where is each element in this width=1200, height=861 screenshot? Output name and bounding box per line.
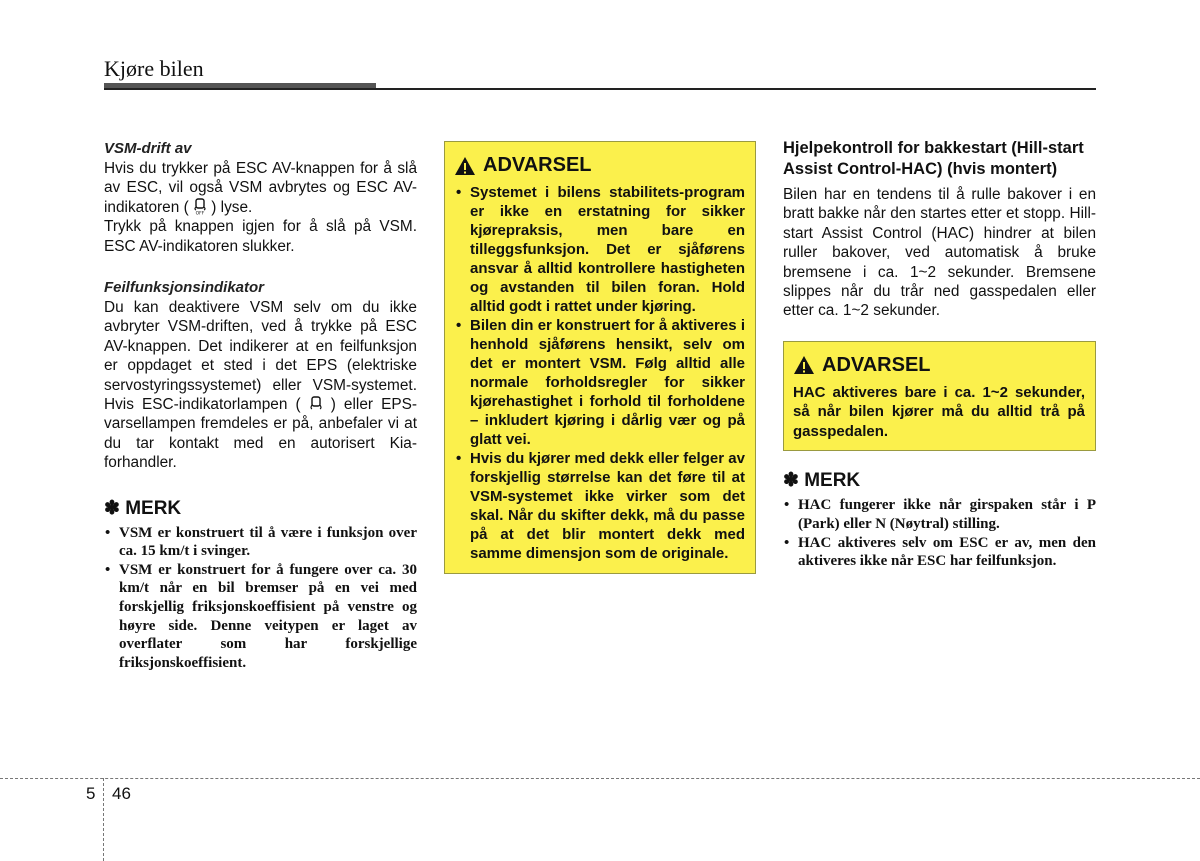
footer-vertical-divider <box>103 778 104 861</box>
header-rule <box>104 88 1096 90</box>
note-item: • VSM er konstruert for å fungere over ca. 30 km/t når en bil bremser på en vei med forskjellig friksjonskoeffisient på venstre og høyre side. Denne veitypen er laget av overflater som har forskjellige friksjonskoeffisient. <box>104 561 417 673</box>
note-heading: ✽ MERK <box>104 497 182 519</box>
hac-warning-title: ADVARSEL <box>822 353 931 376</box>
note-list <box>104 524 417 673</box>
warning-triangle-icon <box>793 355 815 375</box>
esc-indicator-icon <box>309 395 323 412</box>
vsm-off-paragraph <box>104 159 417 217</box>
middle-column <box>444 141 756 574</box>
warning-list <box>454 183 745 563</box>
malfunction-heading: Feilfunksjonsindikator <box>104 279 265 297</box>
note-item: • HAC aktiveres selv om ESC er av, men den aktiveres ikke når ESC har feilfunksjon. <box>783 534 1096 571</box>
vsm-off-text-b: ) lyse. <box>211 198 253 216</box>
esc-off-indicator-icon <box>193 198 207 215</box>
hac-warning-text: HAC aktiveres bare i ca. 1~2 sekunder, så når bilen kjører må du alltid trå på gasspedalen. <box>793 383 1085 440</box>
footer-divider <box>0 778 1200 779</box>
hac-note-list <box>783 496 1096 570</box>
warning-title: ADVARSEL <box>483 154 592 176</box>
malfunction-text-b: ) eller EPS-varsellampen fremdeles er på, anbefaler vi at du tar kontakt med en autorisert Kia-forhandler. <box>104 396 417 472</box>
note-item: • VSM er konstruert til å være i funksjon over ca. 15 km/t i svinger. <box>104 524 417 561</box>
svg-text:OFF: OFF <box>195 211 205 215</box>
malfunction-text-a: Du kan deaktivere VSM selv om du ikke avbryter VSM-driften, ved å trykke på ESC AV-knappen. Det indikerer at en feilfunksjon er oppdaget et sted i det EPS (elektriske servostyringssystemet) eller VSM-systemet. Hvis ESC-indikatorlampen ( <box>104 299 417 414</box>
warning-item: • Systemet i bilens stabilitets-program er ikke en erstatning for sikker kjørepraksis, men bare en tilleggsfunksjon. Det er sjåførens ansvar å alltid kontrollere hastigheten og avstanden til bilen foran. Hold alltid godt i rattet under kjøring. <box>454 183 745 316</box>
malfunction-paragraph <box>104 298 417 473</box>
chapter-title: Kjøre bilen <box>104 56 204 81</box>
hac-warning-box <box>783 341 1096 452</box>
warning-header <box>454 154 745 177</box>
left-column <box>104 140 417 672</box>
vsm-off-text-a: Hvis du trykker på ESC AV-knappen for å slå av ESC, vil også VSM avbrytes og ESC AV-indikatoren ( <box>104 160 417 216</box>
right-column <box>783 138 1096 571</box>
warning-item: • Hvis du kjører med dekk eller felger av forskjellig størrelse kan det føre til at VSM-systemet ikke virker som det skal. Når du skifter dekk, må du passe på at det blir montert dekk med samme dimensjon som de originale. <box>454 449 745 563</box>
hac-paragraph: Bilen har en tendens til å rulle bakover i en bratt bakke når den startes etter et stopp. Hill-start Assist Control (HAC) hindrer at bilen ruller bakover, ved automatisk å bruke bremsene i ca. 1~2 sekunder. Bremsene slippes når du trår ned gasspedalen eller etter ca. 1~2 sekunder. <box>783 186 1096 320</box>
note-item: • HAC fungerer ikke når girspaken står i P (Park) eller N (Nøytral) stilling. <box>783 496 1096 533</box>
warning-triangle-icon <box>454 156 476 176</box>
warning-box <box>444 141 756 574</box>
hac-heading: Hjelpekontroll for bakkestart (Hill-start Assist Control-HAC) (hvis montert) <box>783 139 1084 178</box>
vsm-off-heading: VSM-drift av <box>104 140 192 157</box>
page-number: 46 <box>112 784 131 803</box>
warning-item: • Bilen din er konstruert for å aktiveres i henhold sjåførens hensikt, selv om det er montert VSM. Følg alltid alle normale forholdsregler for sikker kjørehastighet i forhold til forholdene – inkludert kjøring i dårlig vær og på glatt vei. <box>454 316 745 449</box>
chapter-number: 5 <box>86 784 96 803</box>
vsm-on-paragraph: Trykk på knappen igjen for å slå på VSM. ESC AV-indikatoren slukker. <box>104 218 417 255</box>
hac-warning-header <box>793 354 1085 377</box>
hac-note-heading: ✽ MERK <box>783 470 861 492</box>
